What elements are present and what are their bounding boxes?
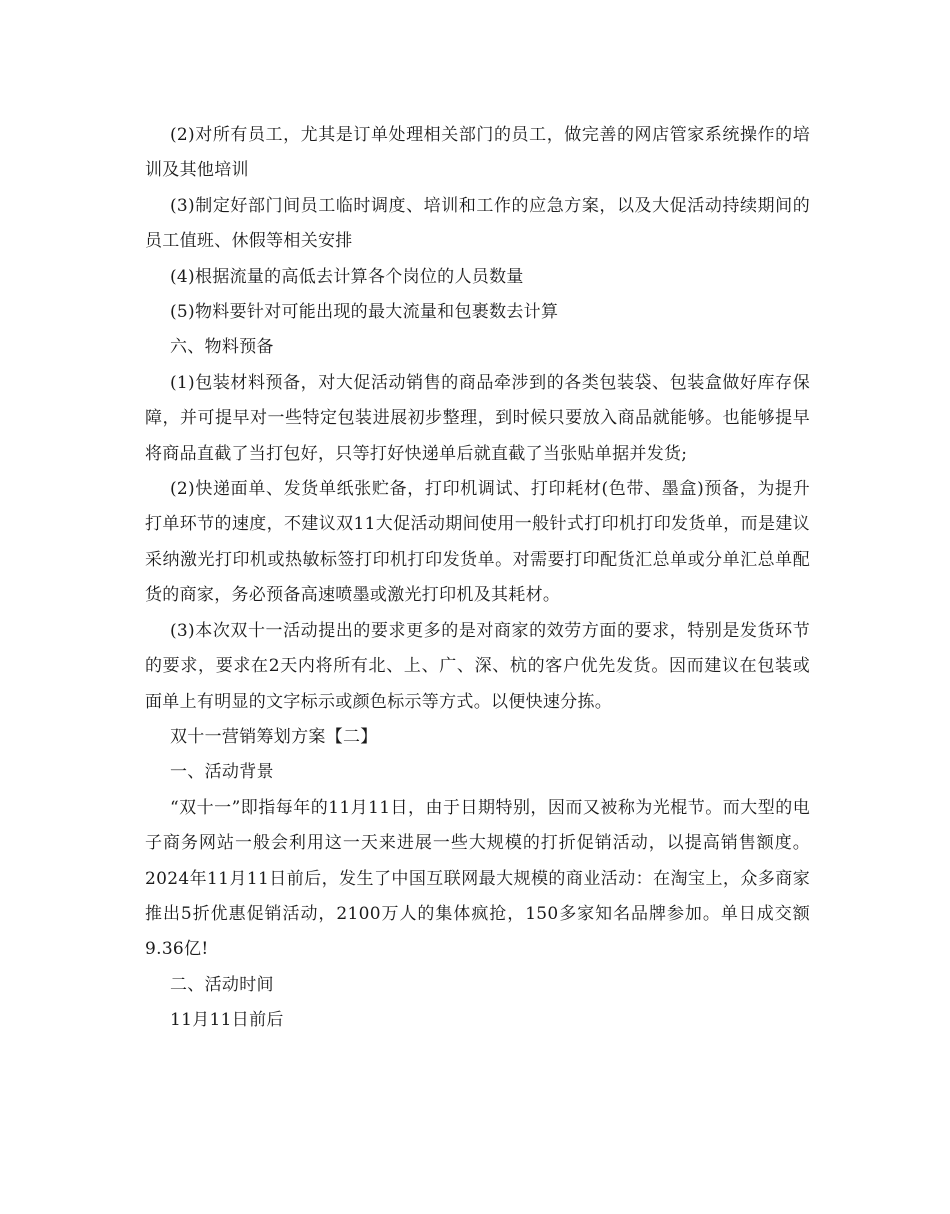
section-heading-materials: 六、物料预备 <box>170 337 274 358</box>
section-heading-background: 一、活动背景 <box>170 762 274 783</box>
paragraph-time: 11月11日前后 <box>170 1010 284 1031</box>
paragraph-staff-training: (2)对所有员工，尤其是订单处理相关部门的员工，做完善的网店管家系统操作的培训及其他培训 <box>145 125 810 181</box>
plan-title-two: 双十一营销筹划方案【二】 <box>170 726 378 747</box>
paragraph-material-calc: (5)物料要针对可能出现的最大流量和包裹数去计算 <box>170 302 559 323</box>
paragraph-background: “双十一”即指每年的11月11日，由于日期特别，因而又被称为光棍节。而大型的电子商务网站一般会利用这一天来进展一些大规模的打折促销活动，以提高销售额度。2024年11月11日前后，发生了中国互联网最大规模的商业活动：在淘宝上，众多商家推出5折优惠促销活动，2100万人的集体疯抢，150多家知名品牌参加。单日成交额9.36亿! <box>145 797 810 960</box>
paragraph-emergency-plan: (3)制定好部门间员工临时调度、培训和工作的应急方案，以及大促活动持续期间的员工值班、休假等相关安排 <box>145 195 810 252</box>
paragraph-packaging: (1)包装材料预备，对大促活动销售的商品牵涉到的各类包装袋、包装盒做好库存保障，并可提早对一些特定包装进展初步整理，到时候只要放入商品就能够。也能够提早将商品直截了当打包好，只等打好快递单后就直截了当张贴单据并发货; <box>145 372 810 464</box>
paragraph-staff-count: (4)根据流量的高低去计算各个岗位的人员数量 <box>170 266 524 287</box>
paragraph-shipping: (3)本次双十一活动提出的要求更多的是对商家的效劳方面的要求，特别是发货环节的要求，要求在2天内将所有北、上、广、深、杭的客户优先发货。因而建议在包装或面单上有明显的文字标示或颜色标示等方式。以便快速分拣。 <box>145 620 810 712</box>
paragraph-printing: (2)快递面单、发货单纸张贮备，打印机调试、打印耗材(色带、墨盒)预备，为提升打单环节的速度，不建议双11大促活动期间使用一般针式打印机打印发货单，而是建议采纳激光打印机或热敏标签打印机打印发货单。对需要打印配货汇总单或分单汇总单配货的商家，务必预备高速喷墨或激光打印机及其耗材。 <box>145 479 810 606</box>
section-heading-time: 二、活动时间 <box>170 974 274 995</box>
document-body <box>145 118 810 1039</box>
